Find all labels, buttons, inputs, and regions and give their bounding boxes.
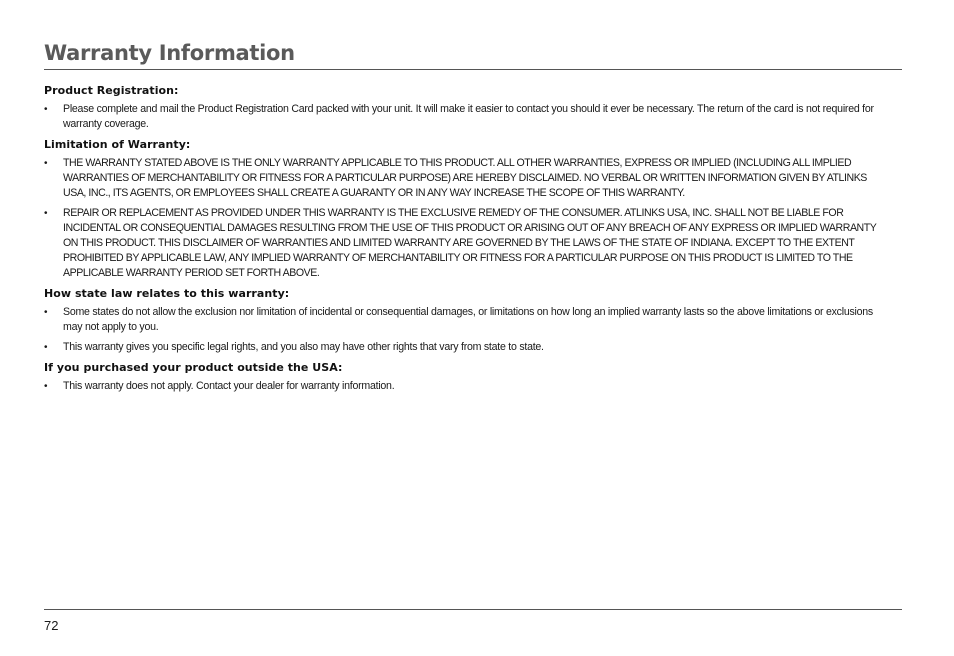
section-heading: If you purchased your product outside the USA: <box>44 361 343 374</box>
bullet-list <box>44 379 889 394</box>
section-heading: How state law relates to this warranty: <box>44 287 290 300</box>
bullet-item <box>44 340 889 355</box>
page-title: Warranty Information <box>44 41 295 65</box>
bullet-icon: • <box>44 104 48 115</box>
section-outside-usa <box>44 360 889 394</box>
bullet-item <box>44 102 889 132</box>
bullet-icon: • <box>44 208 48 219</box>
bullet-item <box>44 206 889 281</box>
bullet-text: THE WARRANTY STATED ABOVE IS THE ONLY WARRANTY APPLICABLE TO THIS PRODUCT. ALL OTHER WARRANTIES, EXPRESS OR IMPLIED (INCLUDING ALL IMPLIED WARRANTIES OF MERCHANTABILITY OR FITNESS FOR A PARTICULAR PURPOSE) ARE HEREBY DISCLAIMED. NO VERBAL OR WRITTEN INFORMATION GIVEN BY ATLINKS USA, INC., ITS AGENTS, OR EMPLOYEES SHALL CREATE A GUARANTY OR IN ANY WAY INCREASE THE SCOPE OF THIS WARRANTY. <box>63 157 867 199</box>
section-limitation-of-warranty <box>44 137 889 281</box>
bullet-text: REPAIR OR REPLACEMENT AS PROVIDED UNDER THIS WARRANTY IS THE EXCLUSIVE REMEDY OF THE CONSUMER. ATLINKS USA, INC. SHALL NOT BE LIABLE FOR INCIDENTAL OR CONSEQUENTIAL DAMAGES RESULTING FROM THE USE OF THIS PRODUCT OR ARISING OUT OF ANY BREACH OF ANY EXPRESS OR IMPLIED WARRANTY ON THIS PRODUCT. THIS DISCLAIMER OF WARRANTIES AND LIMITED WARRANTY ARE GOVERNED BY THE LAWS OF THE STATE OF INDIANA. EXCEPT TO THE EXTENT PROHIBITED BY APPLICABLE LAW, ANY IMPLIED WARRANTY OF MERCHANTABILITY OR FITNESS FOR A PARTICULAR PURPOSE ON THIS PRODUCT IS LIMITED TO THE APPLICABLE WARRANTY PERIOD SET FORTH ABOVE. <box>63 207 877 279</box>
section-heading: Limitation of Warranty: <box>44 138 191 151</box>
bullet-icon: • <box>44 158 48 169</box>
bullet-text: Please complete and mail the Product Registration Card packed with your unit. It will make it easier to contact you should it ever be necessary. The return of the card is not required for warranty coverage. <box>63 103 874 130</box>
bullet-text: This warranty gives you specific legal rights, and you also may have other rights that vary from state to state. <box>63 341 544 353</box>
title-divider <box>44 69 902 70</box>
bullet-icon: • <box>44 381 48 392</box>
section-heading: Product Registration: <box>44 84 179 97</box>
bullet-text: This warranty does not apply. Contact your dealer for warranty information. <box>63 380 395 392</box>
footer-divider <box>44 609 902 610</box>
bullet-list <box>44 102 889 132</box>
bullet-item <box>44 305 889 335</box>
section-state-law <box>44 286 889 355</box>
warranty-content <box>44 83 889 399</box>
bullet-list <box>44 305 889 355</box>
bullet-item <box>44 379 889 394</box>
bullet-icon: • <box>44 342 48 353</box>
bullet-icon: • <box>44 307 48 318</box>
section-product-registration <box>44 83 889 132</box>
bullet-item <box>44 156 889 201</box>
bullet-text: Some states do not allow the exclusion nor limitation of incidental or consequential damages, or limitations on how long an implied warranty lasts so the above limitations or exclusions may not apply to you. <box>63 306 873 333</box>
page-number: 72 <box>44 618 59 633</box>
bullet-list <box>44 156 889 281</box>
